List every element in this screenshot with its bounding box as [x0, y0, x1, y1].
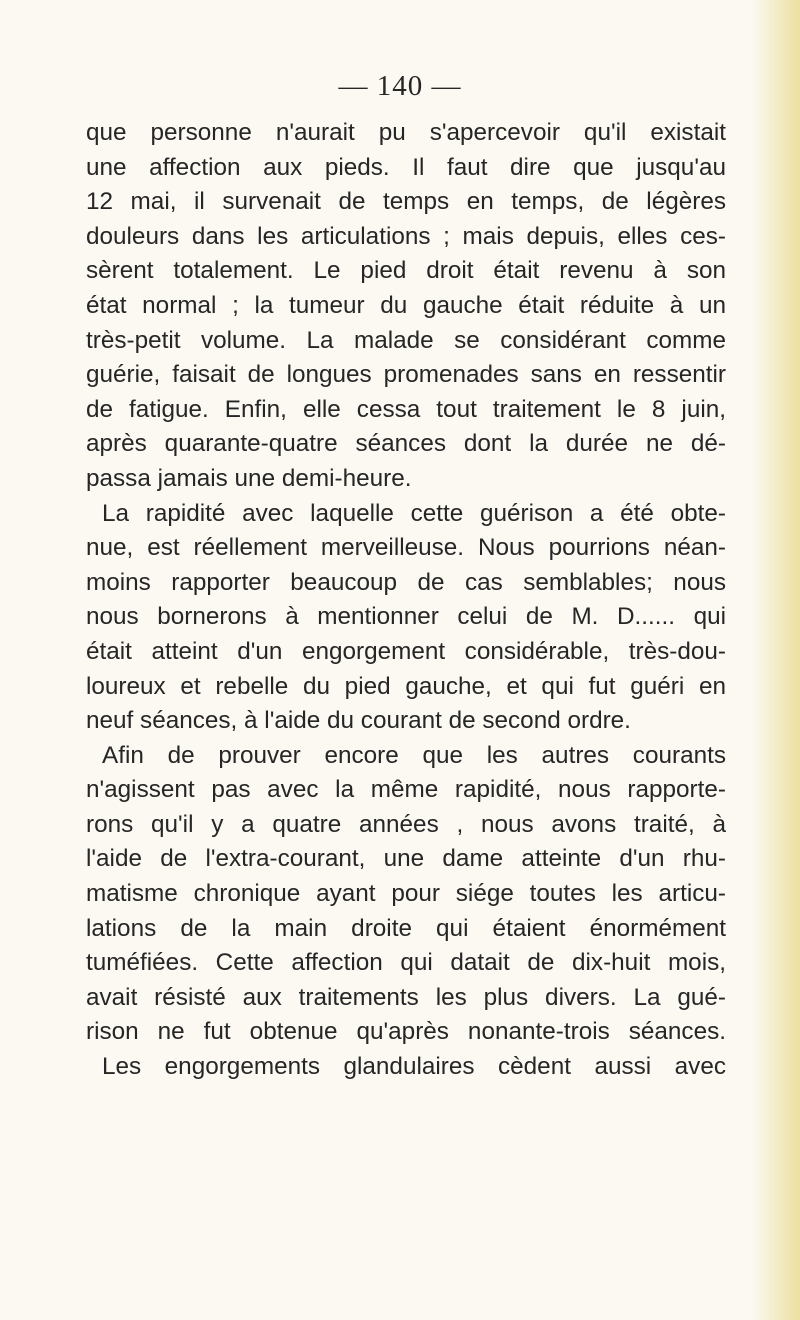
text-line: que personne n'aurait pu s'apercevoir qu'il existait: [86, 119, 726, 146]
text-line: était atteint d'un engorgement considérable, très-dou-: [86, 637, 726, 665]
text-line: neuf séances, à l'aide du courant de second ordre.: [86, 707, 631, 735]
text-line: nue, est réellement merveilleuse. Nous pourrions néan-: [86, 534, 726, 562]
text-line: après quarante-quatre séances dont la durée ne dé-: [86, 430, 726, 458]
text-line: guérie, faisait de longues promenades sans en ressentir: [86, 361, 726, 389]
text-line: l'aide de l'extra-courant, une dame atteinte d'un rhu-: [86, 845, 726, 873]
page-number: — 140 —: [338, 70, 462, 102]
text-line: La rapidité avec laquelle cette guérison a été obte-: [102, 499, 726, 527]
text-line: de fatigue. Enfin, elle cessa tout traitement le 8 juin,: [86, 395, 726, 423]
text-line: nous bornerons à mentionner celui de M. D...... qui: [86, 603, 726, 631]
text-line: n'agissent pas avec la même rapidité, nous rapporte-: [86, 776, 726, 804]
text-line: très-petit volume. La malade se considérant comme: [86, 326, 726, 354]
text-line: loureux et rebelle du pied gauche, et qui fut guéri en: [86, 672, 726, 700]
text-line: état normal ; la tumeur du gauche était réduite à un: [86, 291, 726, 319]
body-text: [86, 116, 726, 1085]
text-line: sèrent totalement. Le pied droit était revenu à son: [86, 257, 726, 285]
text-line: une affection aux pieds. Il faut dire que jusqu'au: [86, 153, 726, 181]
text-line: tuméfiées. Cette affection qui datait de dix-huit mois,: [86, 949, 726, 977]
text-line: douleurs dans les articulations ; mais depuis, elles ces-: [86, 222, 726, 250]
text-line: 12 mai, il survenait de temps en temps, de légères: [86, 188, 726, 216]
text-line: avait résisté aux traitements les plus divers. La gué-: [86, 983, 726, 1011]
text-line: rison ne fut obtenue qu'après nonante-trois séances.: [86, 1018, 726, 1046]
text-line: lations de la main droite qui étaient énormément: [86, 914, 726, 942]
text-line: Afin de prouver encore que les autres courants: [102, 741, 726, 769]
text-line: passa jamais une demi-heure.: [86, 464, 412, 492]
text-line: rons qu'il y a quatre années , nous avons traité, à: [86, 810, 726, 838]
text-line: moins rapporter beaucoup de cas semblables; nous: [86, 568, 726, 596]
text-line: Les engorgements glandulaires cèdent aussi avec: [102, 1053, 726, 1081]
text-line: matisme chronique ayant pour siége toutes les articu-: [86, 880, 726, 908]
